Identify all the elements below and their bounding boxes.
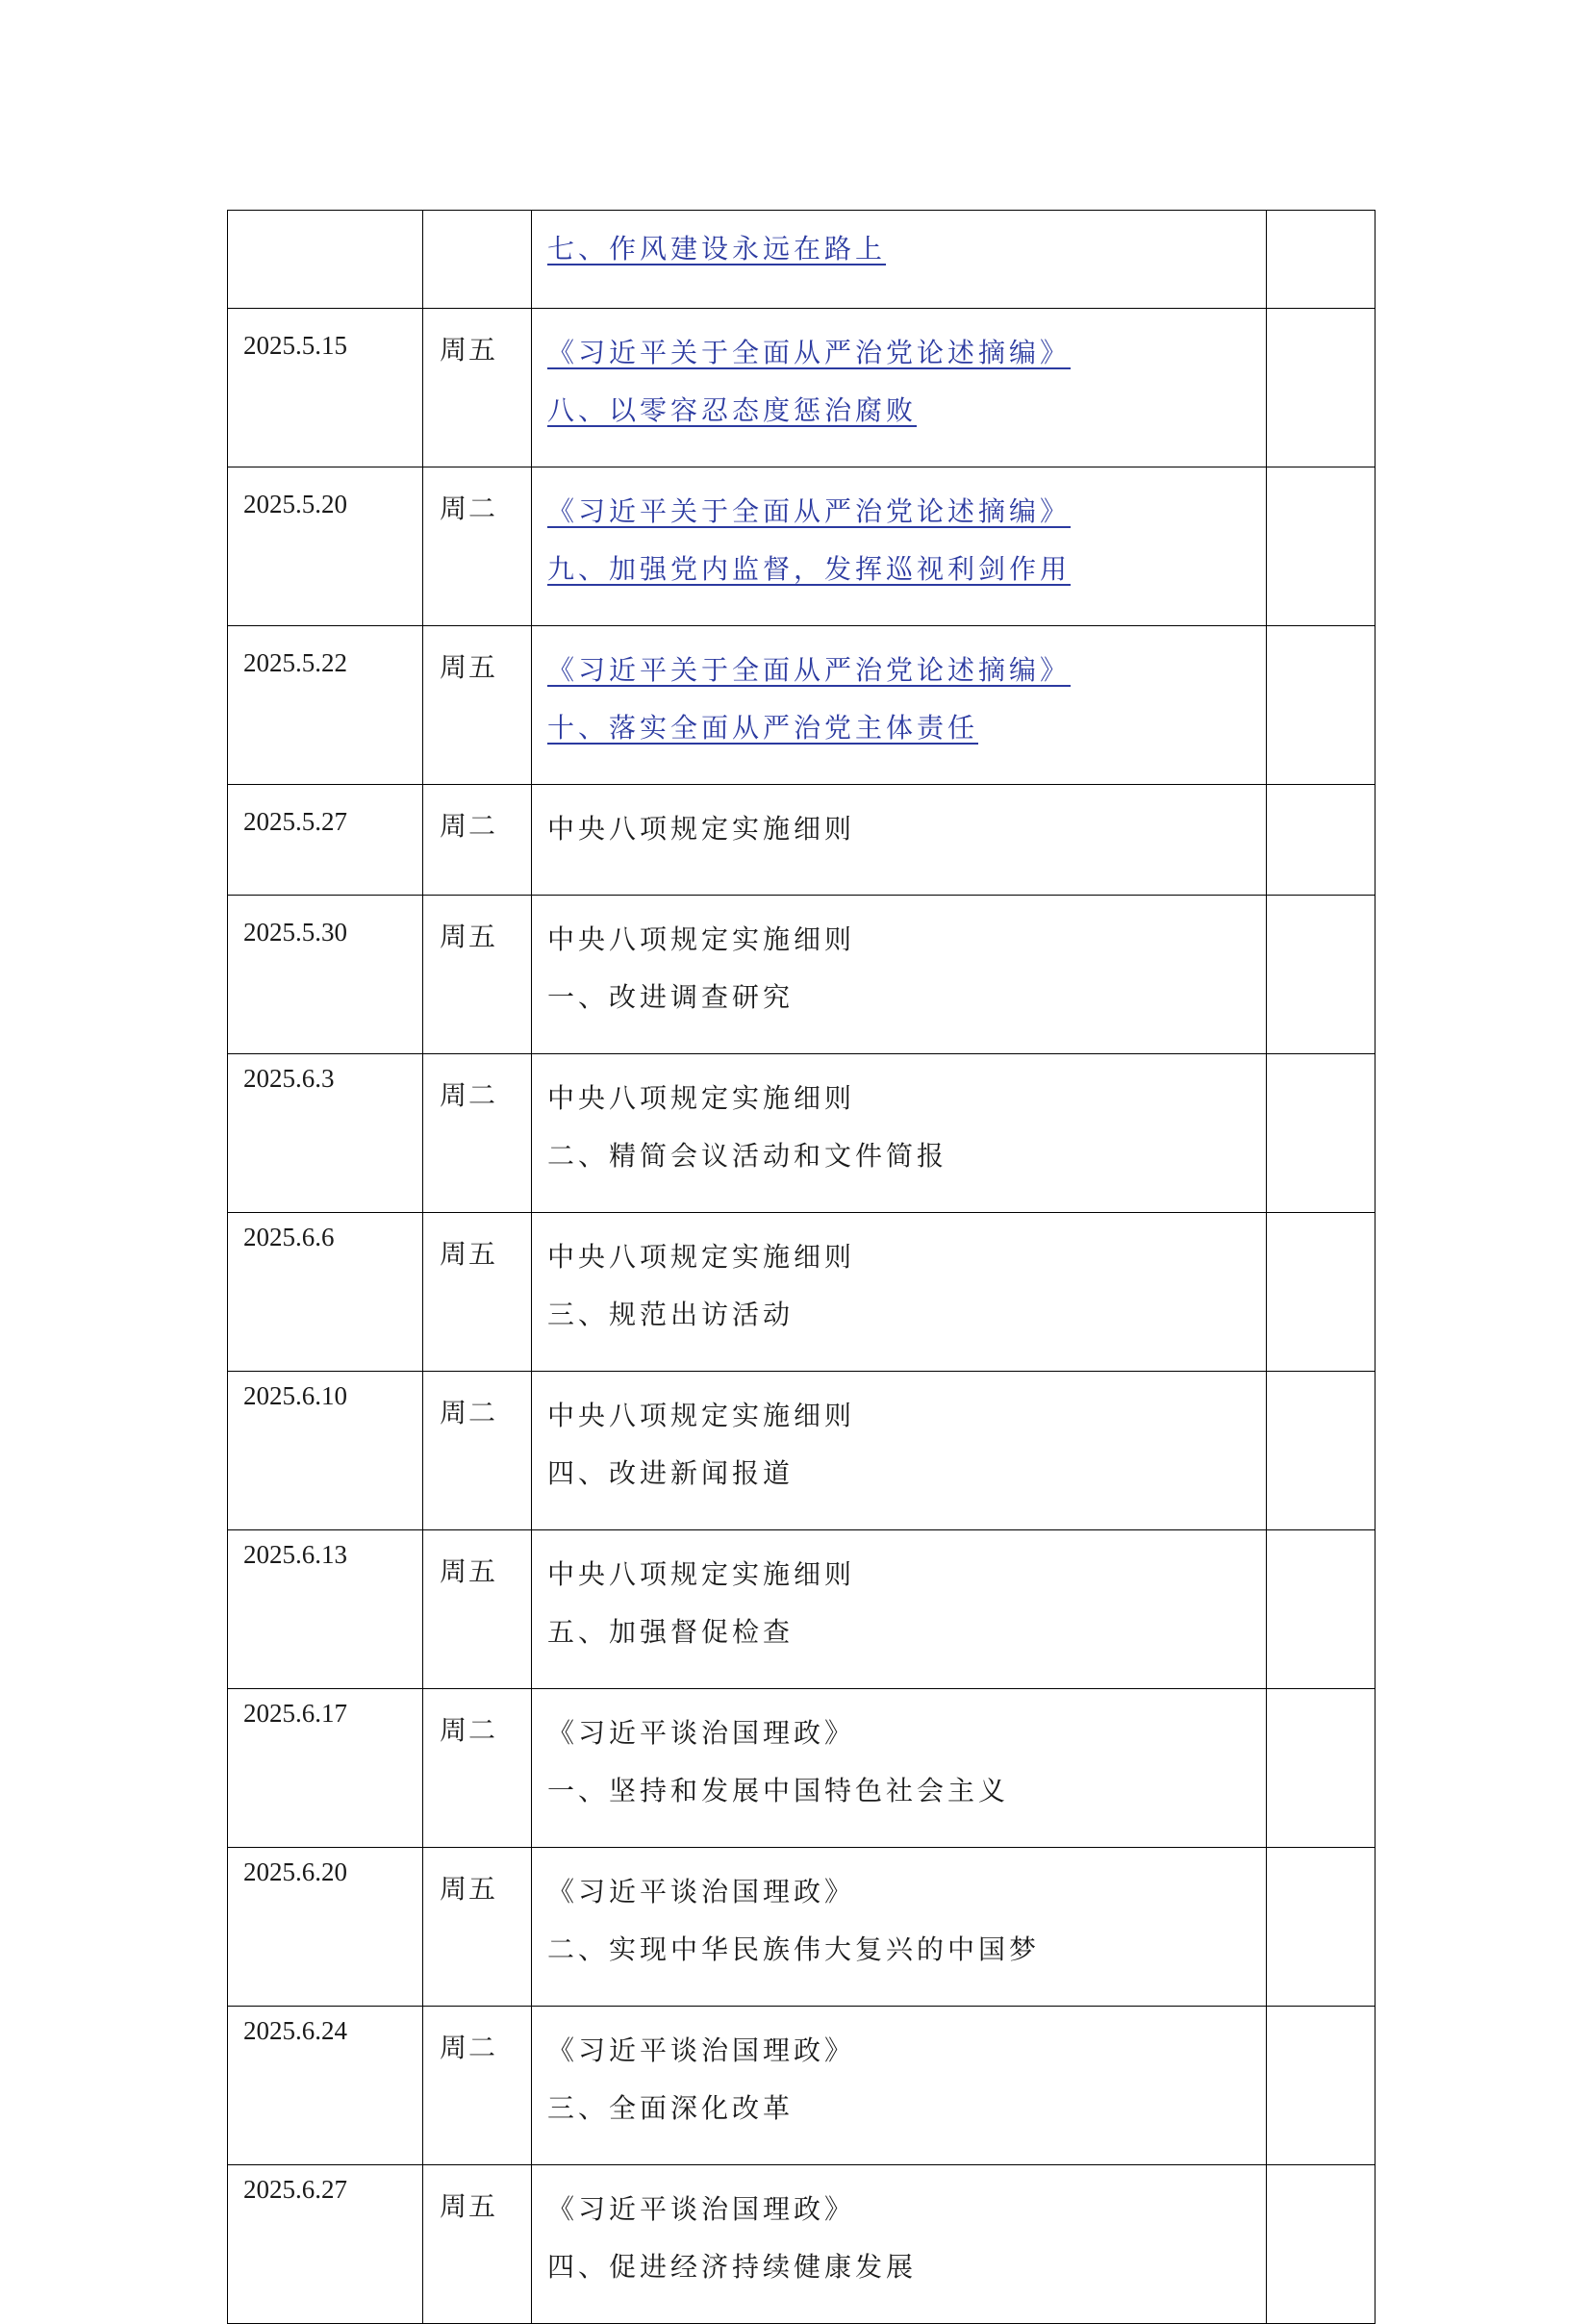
note-cell — [1267, 1054, 1375, 1213]
content-cell — [532, 1530, 1267, 1689]
weekday-cell: 周五 — [423, 1213, 532, 1372]
content-line: 《习近平谈治国理政》 — [547, 2193, 856, 2225]
weekday-cell: 周二 — [423, 1372, 532, 1530]
date-cell: 2025.5.22 — [228, 626, 423, 785]
weekday-cell: 周二 — [423, 1689, 532, 1848]
note-cell — [1267, 467, 1375, 626]
content-line: 中央八项规定实施细则 — [547, 923, 856, 955]
date-cell: 2025.5.15 — [228, 309, 423, 467]
weekday-cell: 周二 — [423, 2007, 532, 2165]
date-cell: 2025.6.20 — [228, 1848, 423, 2007]
content-link[interactable]: 八、以零容忍态度惩治腐败 — [547, 394, 918, 426]
weekday-cell: 周二 — [423, 467, 532, 626]
weekday-cell: 周五 — [423, 309, 532, 467]
content-line: 一、改进调查研究 — [547, 981, 795, 1013]
date-cell: 2025.5.30 — [228, 896, 423, 1054]
note-cell — [1267, 1689, 1375, 1848]
content-line: 二、精简会议活动和文件简报 — [547, 1140, 948, 1172]
note-cell — [1267, 309, 1375, 467]
content-cell — [532, 1213, 1267, 1372]
content-line: 四、改进新闻报道 — [547, 1457, 795, 1489]
study-schedule-table — [227, 210, 1375, 2324]
content-link[interactable]: 九、加强党内监督，发挥巡视利剑作用 — [547, 553, 1072, 585]
weekday-cell: 周五 — [423, 626, 532, 785]
content-line: 《习近平谈治国理政》 — [547, 2034, 856, 2066]
content-line: 中央八项规定实施细则 — [547, 1558, 856, 1590]
table-row — [228, 626, 1375, 785]
date-cell: 2025.6.10 — [228, 1372, 423, 1530]
content-cell — [532, 1689, 1267, 1848]
content-line: 中央八项规定实施细则 — [547, 1400, 856, 1431]
table-row — [228, 1372, 1375, 1530]
content-cell — [532, 1054, 1267, 1213]
weekday-cell: 周五 — [423, 1530, 532, 1689]
weekday-cell — [423, 211, 532, 309]
weekday-cell: 周二 — [423, 1054, 532, 1213]
note-cell — [1267, 2165, 1375, 2324]
content-line: 五、加强督促检查 — [547, 1616, 795, 1648]
date-cell: 2025.5.20 — [228, 467, 423, 626]
note-cell — [1267, 896, 1375, 1054]
table-row — [228, 896, 1375, 1054]
note-cell — [1267, 211, 1375, 309]
weekday-cell: 周五 — [423, 896, 532, 1054]
content-link[interactable]: 七、作风建设永远在路上 — [547, 233, 887, 265]
content-line: 三、规范出访活动 — [547, 1299, 795, 1330]
weekday-cell: 周五 — [423, 2165, 532, 2324]
content-line: 一、坚持和发展中国特色社会主义 — [547, 1775, 1010, 1806]
content-line: 中央八项规定实施细则 — [547, 1241, 856, 1273]
table-row — [228, 2165, 1375, 2324]
content-cell — [532, 1372, 1267, 1530]
content-link[interactable]: 《习近平关于全面从严治党论述摘编》 — [547, 337, 1072, 368]
note-cell — [1267, 2007, 1375, 2165]
table-row — [228, 1213, 1375, 1372]
content-line: 三、全面深化改革 — [547, 2092, 795, 2124]
note-cell — [1267, 785, 1375, 896]
content-line: 《习近平谈治国理政》 — [547, 1717, 856, 1749]
content-cell — [532, 1848, 1267, 2007]
content-line: 四、促进经济持续健康发展 — [547, 2251, 918, 2283]
content-line: 《习近平谈治国理政》 — [547, 1876, 856, 1907]
content-cell — [532, 785, 1267, 896]
table-row — [228, 1848, 1375, 2007]
table-row — [228, 309, 1375, 467]
table-row — [228, 467, 1375, 626]
date-cell: 2025.5.27 — [228, 785, 423, 896]
content-line: 中央八项规定实施细则 — [547, 1082, 856, 1114]
table-row — [228, 1689, 1375, 1848]
content-cell — [532, 626, 1267, 785]
table-row — [228, 1530, 1375, 1689]
note-cell — [1267, 1372, 1375, 1530]
date-cell: 2025.6.13 — [228, 1530, 423, 1689]
date-cell: 2025.6.17 — [228, 1689, 423, 1848]
date-cell: 2025.6.24 — [228, 2007, 423, 2165]
note-cell — [1267, 1530, 1375, 1689]
table-row — [228, 1054, 1375, 1213]
date-cell: 2025.6.3 — [228, 1054, 423, 1213]
date-cell — [228, 211, 423, 309]
schedule-body — [228, 211, 1375, 2324]
note-cell — [1267, 1213, 1375, 1372]
table-row — [228, 211, 1375, 309]
date-cell: 2025.6.27 — [228, 2165, 423, 2324]
date-cell: 2025.6.6 — [228, 1213, 423, 1372]
content-cell — [532, 896, 1267, 1054]
content-cell — [532, 2007, 1267, 2165]
content-link[interactable]: 《习近平关于全面从严治党论述摘编》 — [547, 654, 1072, 686]
note-cell — [1267, 1848, 1375, 2007]
note-cell — [1267, 626, 1375, 785]
content-cell — [532, 309, 1267, 467]
content-line: 二、实现中华民族伟大复兴的中国梦 — [547, 1933, 1041, 1965]
content-cell — [532, 211, 1267, 309]
content-link[interactable]: 《习近平关于全面从严治党论述摘编》 — [547, 495, 1072, 527]
content-cell — [532, 467, 1267, 626]
table-row — [228, 785, 1375, 896]
content-cell — [532, 2165, 1267, 2324]
content-link[interactable]: 十、落实全面从严治党主体责任 — [547, 712, 979, 744]
content-line: 中央八项规定实施细则 — [547, 813, 856, 845]
weekday-cell: 周五 — [423, 1848, 532, 2007]
table-row — [228, 2007, 1375, 2165]
weekday-cell: 周二 — [423, 785, 532, 896]
